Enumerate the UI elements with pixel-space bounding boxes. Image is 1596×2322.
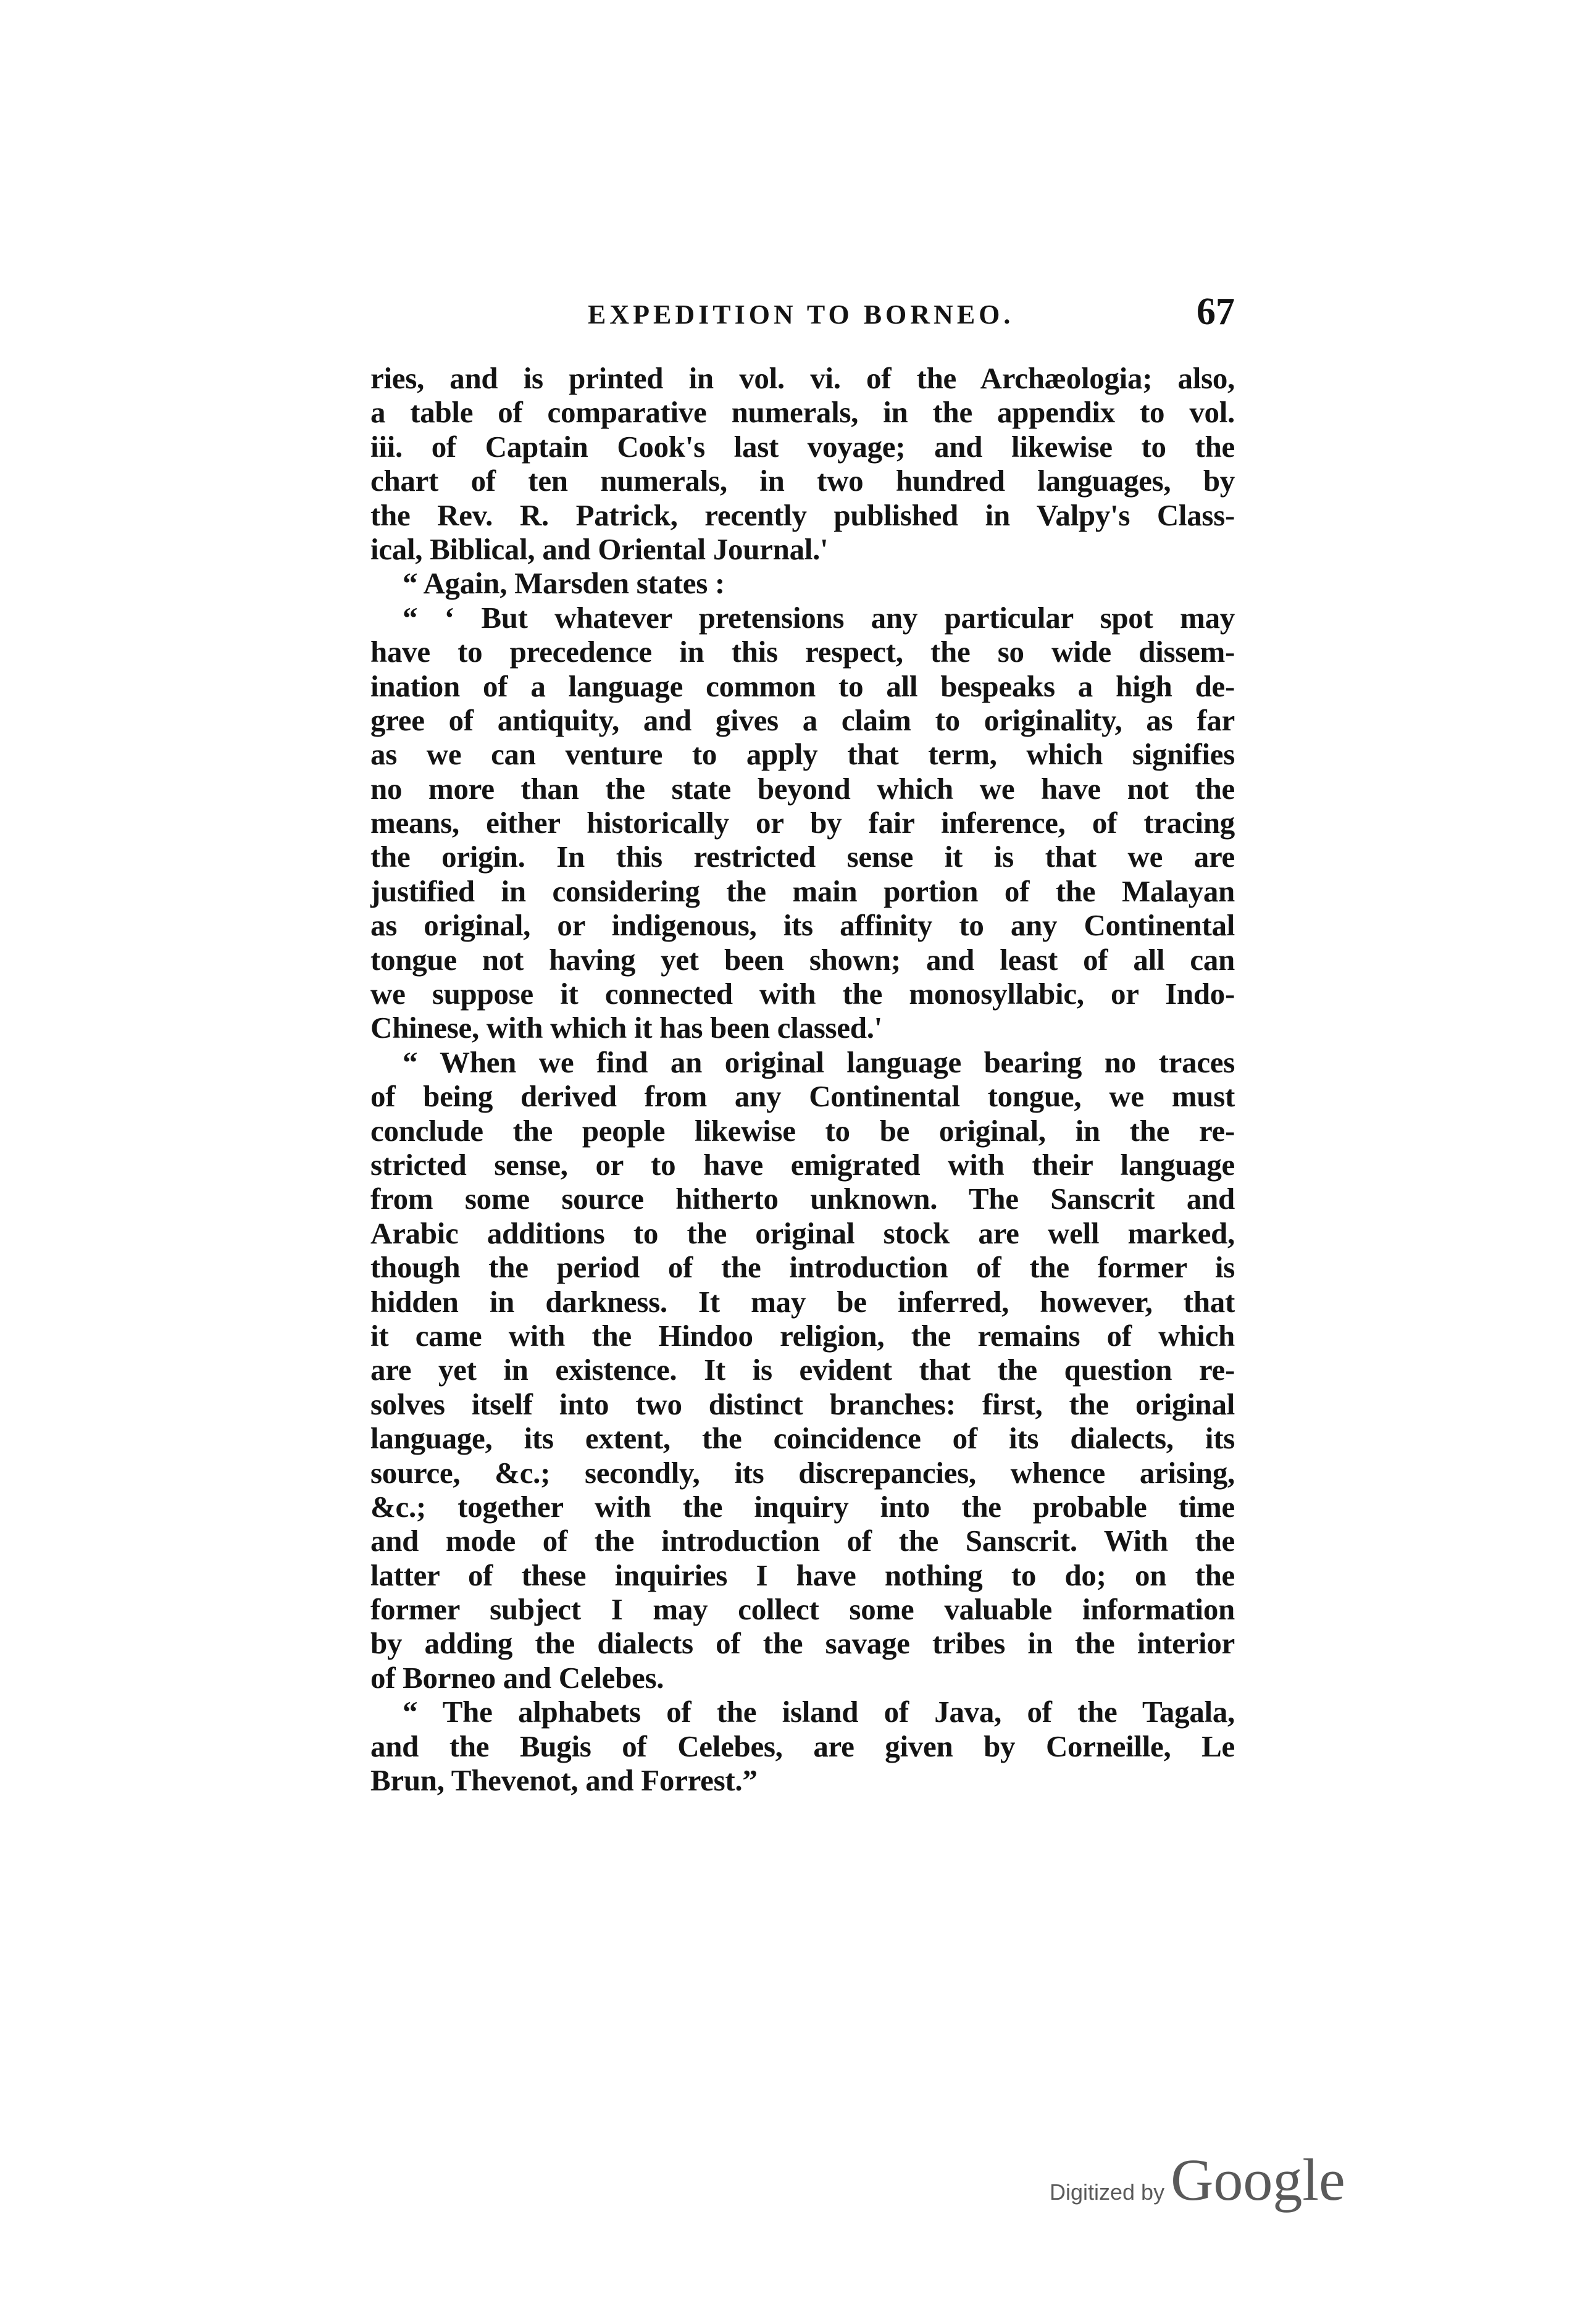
text-line: ries, and is printed in vol. vi. of the Archæologia; also, xyxy=(370,361,1235,395)
text-line: Arabic additions to the original stock are well marked, xyxy=(370,1216,1235,1250)
text-line: iii. of Captain Cook's last voyage; and likewise to the xyxy=(370,429,1235,464)
text-line: “ When we find an original language bearing no traces xyxy=(403,1045,1235,1079)
text-line: as we can venture to apply that term, which signifies xyxy=(370,737,1235,772)
text-line: latter of these inquiries I have nothing to do; on the xyxy=(370,1558,1235,1592)
text-line: former subject I may collect some valuable information xyxy=(370,1592,1235,1627)
text-line: hidden in darkness. It may be inferred, however, that xyxy=(370,1284,1235,1319)
text-line: “ ‘ But whatever pretensions any particular spot may xyxy=(403,600,1235,635)
text-line: solves itself into two distinct branches: first, the original xyxy=(370,1387,1235,1421)
text-line: ination of a language common to all bespeaks a high de- xyxy=(370,669,1235,703)
text-line: &c.; together with the inquiry into the probable time xyxy=(370,1489,1235,1524)
text-line: and the Bugis of Celebes, are given by Corneille, Le xyxy=(370,1729,1235,1763)
body-text xyxy=(370,361,1235,1797)
text-line: “ Again, Marsden states : xyxy=(403,566,725,601)
text-line: Brun, Thevenot, and Forrest.” xyxy=(370,1763,758,1798)
text-line: a table of comparative numerals, in the appendix to vol. xyxy=(370,395,1235,430)
text-line: of Borneo and Celebes. xyxy=(370,1660,664,1695)
digitized-by-google-watermark xyxy=(1050,2145,1395,2220)
text-line: “ The alphabets of the island of Java, of the Tagala, xyxy=(403,1695,1235,1729)
text-line: by adding the dialects of the savage tribes in the interior xyxy=(370,1626,1235,1661)
text-line: it came with the Hindoo religion, the remains of which xyxy=(370,1318,1235,1353)
text-line: stricted sense, or to have emigrated with their language xyxy=(370,1147,1235,1182)
text-line: source, &c.; secondly, its discrepancies, whence arising, xyxy=(370,1455,1235,1490)
text-line: the origin. In this restricted sense it is that we are xyxy=(370,840,1235,874)
watermark-prefix: Digitized by xyxy=(1050,2179,1171,2205)
text-line: no more than the state beyond which we have not the xyxy=(370,771,1235,806)
text-line: have to precedence in this respect, the so wide dissem- xyxy=(370,635,1235,669)
running-head xyxy=(370,290,1235,340)
text-line: chart of ten numerals, in two hundred languages, by xyxy=(370,464,1235,498)
text-line: ical, Biblical, and Oriental Journal.' xyxy=(370,532,829,566)
page-number: 67 xyxy=(1197,291,1235,333)
text-line: and mode of the introduction of the Sanscrit. With the xyxy=(370,1524,1235,1558)
google-logo: Google xyxy=(1171,2147,1345,2213)
text-line: justified in considering the main portion of the Malayan xyxy=(370,874,1235,908)
text-line: are yet in existence. It is evident that the question re- xyxy=(370,1353,1235,1387)
text-line: language, its extent, the coincidence of its dialects, its xyxy=(370,1421,1235,1456)
text-line: conclude the people likewise to be original, in the re- xyxy=(370,1113,1235,1148)
running-title: EXPEDITION TO BORNEO. xyxy=(588,299,1014,330)
text-line: the Rev. R. Patrick, recently published in Valpy's Class- xyxy=(370,498,1235,532)
text-line: gree of antiquity, and gives a claim to originality, as far xyxy=(370,703,1235,737)
text-line: of being derived from any Continental tongue, we must xyxy=(370,1079,1235,1114)
text-line: we suppose it connected with the monosyllabic, or Indo- xyxy=(370,977,1235,1011)
text-line: though the period of the introduction of the former is xyxy=(370,1250,1235,1285)
text-line: tongue not having yet been shown; and least of all can xyxy=(370,942,1235,977)
text-line: as original, or indigenous, its affinity to any Continental xyxy=(370,908,1235,943)
text-line: from some source hitherto unknown. The Sanscrit and xyxy=(370,1182,1235,1216)
text-line: Chinese, with which it has been classed.' xyxy=(370,1011,882,1045)
text-line: means, either historically or by fair inference, of tracing xyxy=(370,806,1235,840)
